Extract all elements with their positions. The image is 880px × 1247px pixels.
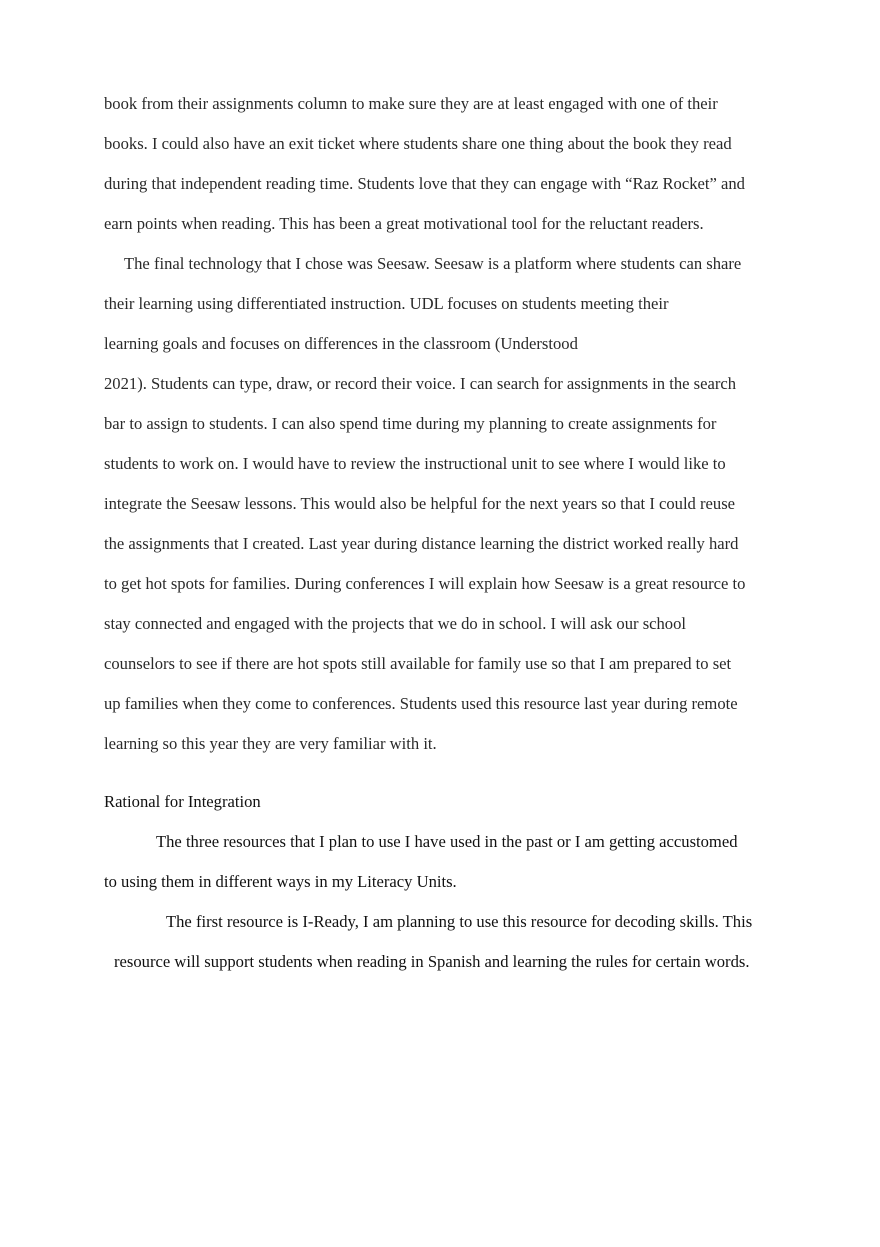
paragraph-3-line-2: to using them in different ways in my Literacy Units.: [104, 872, 457, 891]
paragraph-2-line-12: up families when they come to conferences. Students used this resource last year during remote: [104, 694, 738, 713]
paragraph-4-line-1: The first resource is I-Ready, I am planning to use this resource for decoding skills. This: [166, 912, 753, 931]
paragraph-2-line-1: The final technology that I chose was Seesaw. Seesaw is a platform where students can share: [124, 254, 742, 273]
paragraph-1-line-2: books. I could also have an exit ticket where students share one thing about the book they read: [104, 134, 732, 153]
paragraph-2-line-8: the assignments that I created. Last year during distance learning the district worked really hard: [104, 534, 739, 553]
paragraph-2-line-9: to get hot spots for families. During conferences I will explain how Seesaw is a great resource to: [104, 574, 746, 593]
paragraph-1-line-1: book from their assignments column to make sure they are at least engaged with one of their: [104, 94, 718, 113]
paragraph-2-line-3: learning goals and focuses on differences in the classroom (Understood: [104, 334, 578, 353]
paragraph-4-line-2: resource will support students when reading in Spanish and learning the rules for certain words.: [114, 952, 750, 971]
paragraph-1-line-3: during that independent reading time. Students love that they can engage with “Raz Rocket” and: [104, 174, 745, 193]
paragraph-1-line-4: earn points when reading. This has been a great motivational tool for the reluctant readers.: [104, 214, 704, 233]
section-heading: Rational for Integration: [104, 792, 261, 811]
paragraph-2-line-10: stay connected and engaged with the projects that we do in school. I will ask our school: [104, 614, 687, 633]
paragraph-2-line-6: students to work on. I would have to review the instructional unit to see where I would like to: [104, 454, 726, 473]
paragraph-2-line-5: bar to assign to students. I can also spend time during my planning to create assignments for: [104, 414, 717, 433]
paragraph-2-line-7: integrate the Seesaw lessons. This would also be helpful for the next years so that I could reuse: [104, 494, 736, 513]
paragraph-2-line-2: their learning using differentiated instruction. UDL focuses on students meeting their: [104, 294, 669, 313]
paragraph-2-line-11: counselors to see if there are hot spots still available for family use so that I am prepared to set: [104, 654, 732, 673]
paragraph-2-line-13: learning so this year they are very familiar with it.: [104, 734, 437, 753]
paragraph-2-line-4: 2021). Students can type, draw, or record their voice. I can search for assignments in the search: [104, 374, 737, 393]
paragraph-3-line-1: The three resources that I plan to use I have used in the past or I am getting accustomed: [156, 832, 738, 851]
